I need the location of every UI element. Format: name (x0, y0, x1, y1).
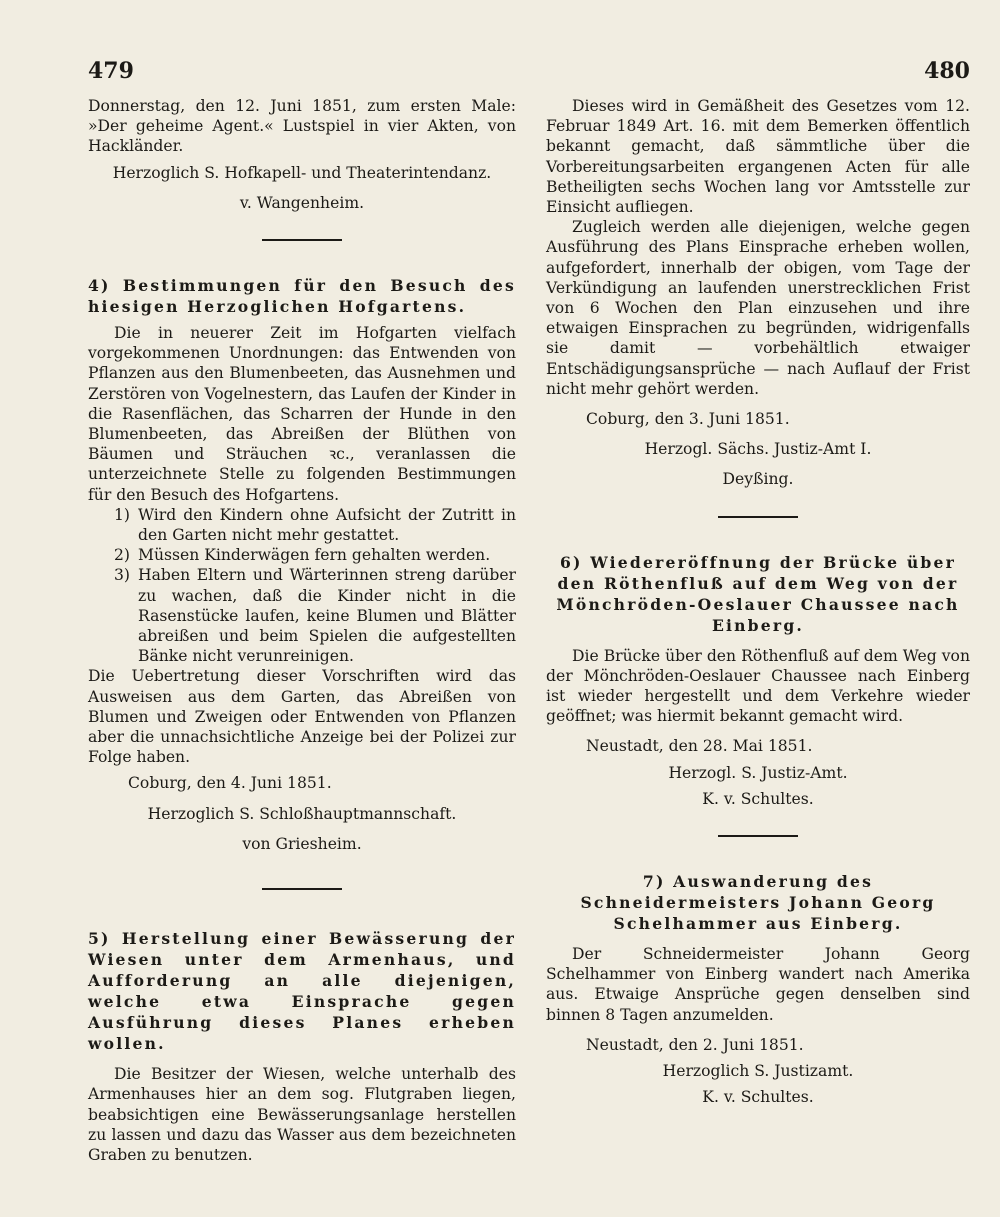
right-column (546, 96, 970, 1108)
section-7-body: Der Schneidermeister Johann Georg Schelhammer von Einberg wandert nach Amerika aus. Etwaige Ansprüche gegen denselben sind binnen 8 Tagen anzumelden. (546, 945, 970, 1024)
signature-name: v. Wangenheim. (239, 193, 365, 212)
section-divider (718, 835, 798, 837)
left-column (88, 96, 516, 1165)
page-number-right: 480 (924, 58, 970, 84)
section-5-notice: Dieses wird in Gemäßheit des Gesetzes vom 12. Februar 1849 Art. 16. mit dem Bemerken öffentlich bekannt gemacht, daß sämmtliche über die Vorbereitungsarbeiten ergangenen Acten für alle Betheiligten sechs Wochen lang vor Amtsstelle zur Einsicht aufliegen. (546, 97, 970, 217)
signature-authority: Herzoglich S. Justizamt. (662, 1062, 854, 1081)
section-5-body: Die Besitzer der Wiesen, welche unterhalb des Armenhauses hier an dem sog. Flutgraben liegen, beabsichtigen eine Bewässerungsanlage herstellen zu lassen und dazu das Wasser aus dem bezeichneten Graben zu benutzen. (88, 1065, 516, 1164)
section-divider (262, 239, 342, 241)
section-7-heading: 7) Auswanderung des Schneidermeisters Johann Georg Schelhammer aus Einberg. (580, 872, 936, 934)
section-4-heading: 4) Bestimmungen für den Besuch des hiesigen Herzoglichen Hofgartens. (88, 276, 516, 317)
section-6-heading: 6) Wiedereröffnung der Brücke über den Röthenfluß auf dem Weg von der Mönchröden-Oeslauer Chaussee nach Einberg. (556, 552, 960, 635)
list-item: 2) Müssen Kinderwägen fern gehalten werden. (114, 546, 491, 565)
section-divider (262, 888, 342, 890)
section-5-heading: 5) Herstellung einer Bewässerung der Wiesen unter dem Armenhaus, und Aufforderung an alle diejenigen, welche etwa Einsprache gegen Ausführung dieses Planes erheben wollen. (88, 929, 516, 1054)
signature-authority: Herzogl. Sächs. Justiz-Amt I. (644, 440, 872, 459)
place-date: Coburg, den 3. Juni 1851. (586, 410, 790, 429)
list-item: 3) Haben Eltern und Wärterinnen streng darüber zu wachen, daß die Kinder nicht in die Rasenstücke laufen, keine Blumen und Blätter abreißen und beim Spielen die aufgestellten Bänke nicht verunreinigen. (114, 566, 516, 666)
signature-name: K. v. Schultes. (702, 789, 814, 808)
signature-authority: Herzoglich S. Hofkapell- und Theaterintendanz. (112, 163, 492, 182)
place-date: Neustadt, den 28. Mai 1851. (586, 737, 813, 756)
section-divider (718, 516, 798, 518)
page-number-left: 479 (88, 58, 134, 84)
signature-authority: Herzoglich S. Schloßhauptmannschaft. (147, 804, 457, 823)
signature-name: Deyßing. (722, 470, 794, 489)
section-4-closing: Die Uebertretung dieser Vorschriften wird das Ausweisen aus dem Garten, das Abreißen von Blumen und Zweigen oder Entwenden von Pflanzen aber die unnachsichtliche Anzeige bei der Polizei zur Folge haben. (88, 667, 516, 767)
section-5-objection-call: Zugleich werden alle diejenigen, welche gegen Ausführung des Plans Einsprache erheben wollen, aufgefordert, innerhalb der obigen, vom Tage der Verkündigung an laufenden unerstrecklichen Frist von 6 Wochen den Plan einzusehen und ihre etwaigen Einsprachen zu begründen, widrigenfalls sie damit — vorbehältlich etwaiger Entschädigungsansprüche — nach Auflauf der Frist nicht mehr gehört werden. (546, 218, 970, 398)
signature-name: K. v. Schultes. (702, 1088, 814, 1107)
section-4-intro: Die in neuerer Zeit im Hofgarten vielfach vorgekommenen Unordnungen: das Entwenden von Pflanzen aus den Blumenbeeten, das Ausnehmen und Zerstören von Vogelnestern, das Laufen der Kinder in die Rasenflächen, das Scharren der Hunde in den Blumenbeeten, das Abreißen der Blüthen von Bäumen und Sträuchen ꝛc., veranlassen die unterzeichnete Stelle zu folgenden Bestimmungen für den Besuch des Hofgartens. (88, 324, 516, 504)
theater-announcement: Donnerstag, den 12. Juni 1851, zum ersten Male: »Der geheime Agent.« Lustspiel in vier Akten, von Hackländer. (88, 97, 516, 156)
signature-name: von Griesheim. (242, 834, 362, 853)
section-6-body: Die Brücke über den Röthenfluß auf dem Weg von der Mönchröden-Oeslauer Chaussee nach Einberg ist wieder hergestellt und dem Verkehre wieder geöffnet; was hiermit bekannt gemacht wird. (546, 646, 970, 726)
section-4-rules-list (88, 505, 516, 667)
place-date: Neustadt, den 2. Juni 1851. (586, 1035, 804, 1054)
place-date: Coburg, den 4. Juni 1851. (128, 774, 332, 793)
list-item: 1) Wird den Kindern ohne Aufsicht der Zutritt in den Garten nicht mehr gestattet. (114, 505, 516, 545)
signature-authority: Herzogl. S. Justiz-Amt. (668, 763, 848, 782)
